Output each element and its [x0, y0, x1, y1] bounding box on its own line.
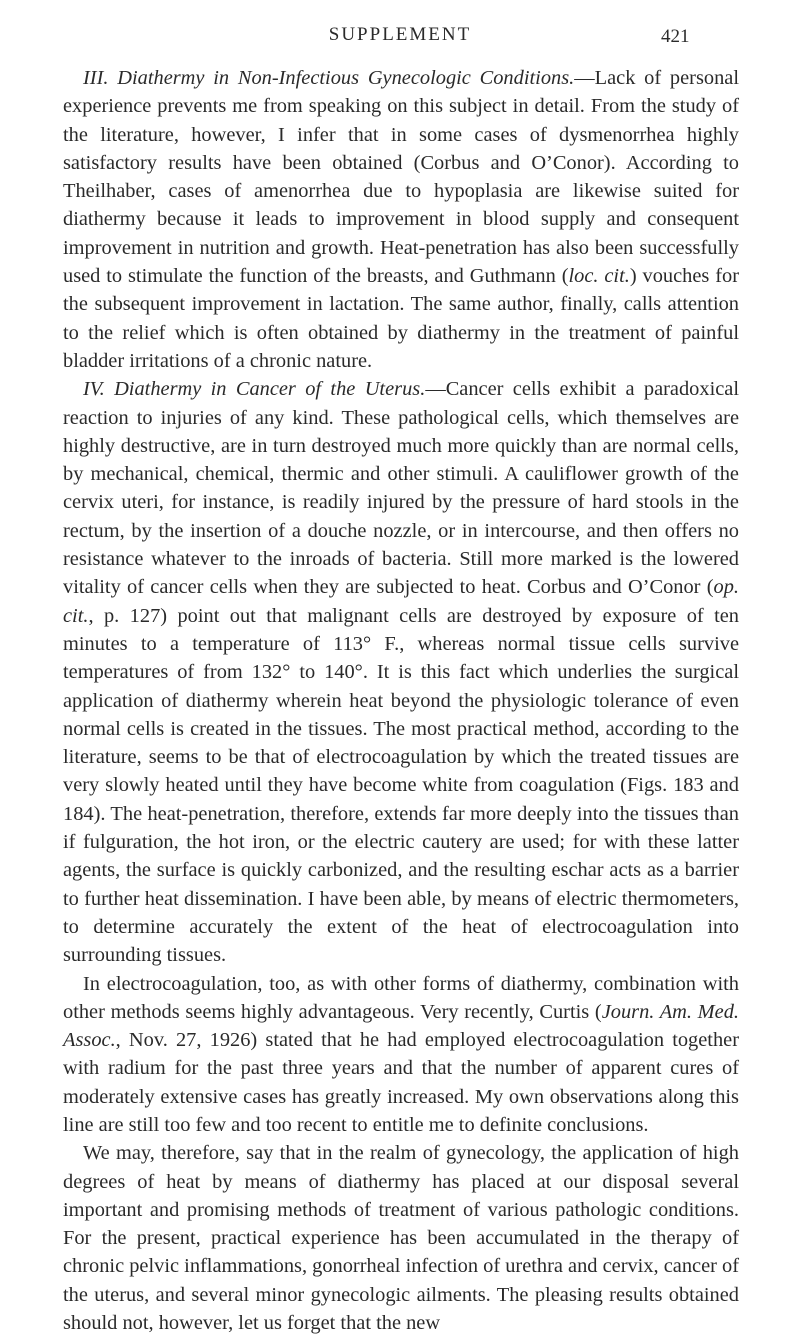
page-number: 421	[661, 26, 690, 47]
running-head: SUPPLEMENT	[328, 24, 472, 45]
paragraph-diathermy-non-infectious	[63, 64, 739, 375]
paragraph-text: ) vouches for the subsequent improvement in lactation. The same author, finally, calls attention to the relief which is often obtained by diathermy in the treatment of painful bladder irritations of a chronic nature.	[63, 265, 739, 372]
paragraph-electrocoagulation	[63, 970, 739, 1140]
page-header	[0, 0, 800, 60]
citation: op. cit.	[63, 576, 739, 627]
section-heading: III. Diathermy in Non-Infectious Gynecologic Conditions.	[83, 67, 575, 89]
paragraph-text: In electrocoagulation, too, as with other forms of diathermy, combination with other methods seems highly advantageous. Very recently, Curtis (	[63, 972, 739, 1023]
paragraph-text: , p. 127) point out that malignant cells are destroyed by exposure of ten minutes to a temperature of 113° F., whereas normal tissue cells survive temperatures of from 132° to 140°. It is this fact which underlies the surgical application of diathermy wherein heat beyond the physiologic tolerance of even normal cells is created in the tissues. The most practical method, according to the literature, seems to be that of electrocoagulation by which the treated tissues are very slowly heated until they have become white from coagulation (Figs. 183 and 184). The heat-penetration, therefore, extends far more deeply into the tissues than if fulguration, the hot iron, or the electric cautery are used; for with these latter agents, the surface is quickly carbonized, and the resulting eschar acts as a barrier to further heat dissemination. I have been able, by means of electric thermometers, to determine accurately the extent of the heat of electrocoagulation into surrounding tissues.	[63, 604, 739, 967]
paragraph-diathermy-cancer	[63, 375, 739, 969]
section-heading: IV. Diathermy in Cancer of the Uterus.	[83, 378, 426, 401]
paragraph-text: We may, therefore, say that in the realm of gynecology, the application of high degrees of heat by means of diathermy has placed at our disposal several important and promising methods of treatment of various pathologic conditions. For the present, practical experience has been accumulated in the therapy of chronic pelvic inflammations, gonorrheal infection of urethra and cervix, cancer of the uterus, and several minor gynecologic ailments. The pleasing results obtained should not, however, let us forget that the new	[63, 1142, 740, 1335]
body-text	[63, 64, 739, 1337]
citation: loc. cit.	[568, 265, 630, 288]
citation: Journ. Am. Med. Assoc.	[63, 1000, 740, 1052]
paragraph-text: , Nov. 27, 1926) stated that he had employed electrocoagulation together with radium for the past three years and that the number of apparent cures of moderately extensive cases has greatly increased. My own observations along this line are still too few and too recent to entitle me to definite conclusions.	[63, 1029, 739, 1136]
paragraph-conclusion	[63, 1139, 739, 1337]
paragraph-text: —Lack of personal experience prevents me from speaking on this subject in detail. From the study of the literature, however, I infer that in some cases of dysmenorrhea highly satisfactory results have been obtained (Corbus and O’Conor). According to Theilhaber, cases of amenorrhea due to hypoplasia are likewise suited for diathermy because it leads to improvement in blood supply and consequent improvement in nutrition and growth. Heat-penetration has also been successfully used to stimulate the function of the breasts, and Guthmann (	[63, 67, 740, 288]
paragraph-text: —Cancer cells exhibit a paradoxical reaction to injuries of any kind. These pathological cells, which themselves are highly destructive, are in turn destroyed much more quickly than are normal cells, by mechanical, chemical, thermic and other stimuli. A cauliflower growth of the cervix uteri, for instance, is readily injured by the pressure of hard stools in the rectum, by the insertion of a douche nozzle, or in intercourse, and then offers no resistance whatever to the inroads of bacteria. Still more marked is the lowered vitality of cancer cells when they are subjected to heat. Corbus and O’Conor (	[63, 378, 740, 599]
